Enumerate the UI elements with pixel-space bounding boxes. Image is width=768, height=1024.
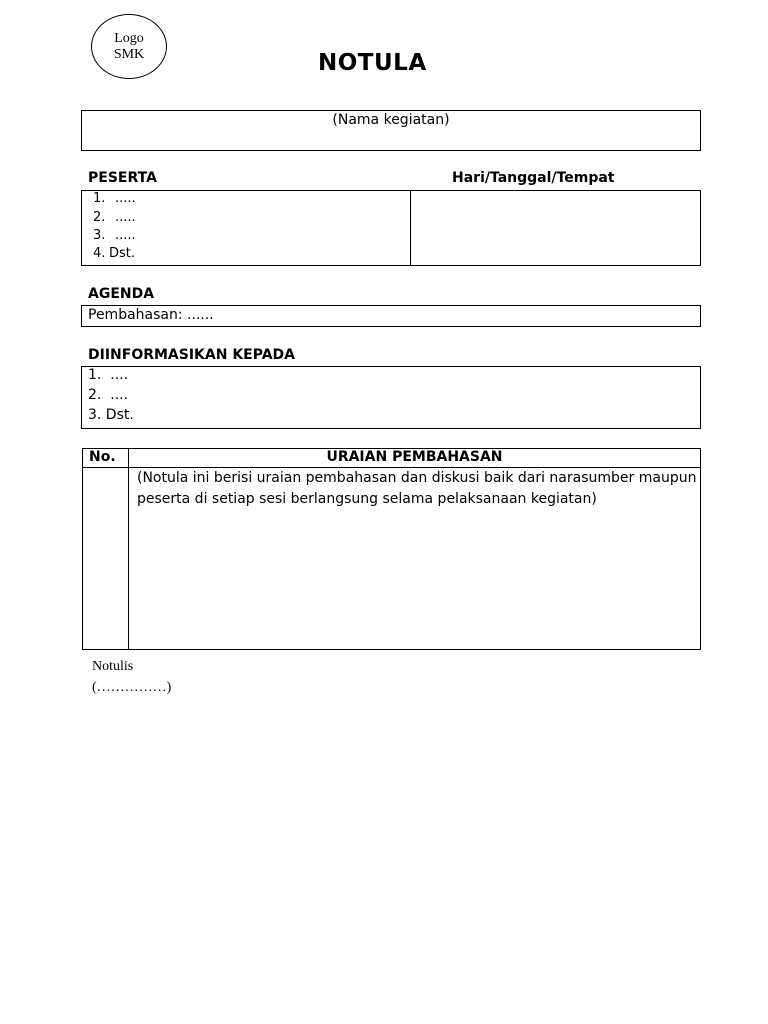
- page-title: NOTULA: [318, 50, 427, 76]
- peserta-item: [93, 210, 136, 225]
- logo-line-2: SMK: [113, 46, 145, 62]
- notulis-signature: (……………): [92, 680, 172, 695]
- diinformasikan-heading: DIINFORMASIKAN KEPADA: [88, 347, 296, 363]
- hari-tanggal-tempat-heading: Hari/Tanggal/Tempat: [452, 170, 615, 186]
- uraian-body-text: (Notula ini berisi uraian pembahasan dan diskusi baik dari narasumber maupun peserta di setiap sesi berlangsung selama pelaksanaan kegiatan): [137, 470, 697, 507]
- no-column-header: No.: [89, 449, 116, 465]
- peserta-heading: PESERTA: [88, 170, 157, 186]
- diinformasikan-item: 3. Dst.: [88, 407, 134, 423]
- peserta-item-number: 3.: [93, 228, 106, 243]
- peserta-item-text: .....: [115, 228, 136, 243]
- logo-placeholder: [91, 14, 167, 79]
- logo-line-1: Logo: [114, 30, 144, 46]
- diinformasikan-item: 1. ....: [88, 367, 129, 383]
- uraian-table: [82, 448, 701, 650]
- agenda-box: [81, 305, 701, 327]
- agenda-heading: AGENDA: [88, 286, 155, 302]
- peserta-item-number: 2.: [93, 210, 106, 225]
- peserta-item-text: .....: [115, 210, 136, 225]
- nama-kegiatan-box: [81, 110, 701, 151]
- peserta-table: [81, 190, 701, 266]
- peserta-item: [93, 191, 136, 206]
- uraian-column-header: URAIAN PEMBAHASAN: [326, 449, 503, 465]
- peserta-item: [93, 246, 135, 261]
- peserta-item-text: Dst.: [109, 246, 136, 261]
- diinformasikan-item: 2. ....: [88, 387, 129, 403]
- column-divider: [128, 449, 129, 649]
- agenda-text: Pembahasan: ......: [88, 307, 214, 323]
- peserta-item-text: .....: [115, 191, 136, 206]
- diinformasikan-box: [81, 366, 701, 429]
- notulis-section: [92, 656, 171, 698]
- peserta-item-number: 4.: [93, 246, 106, 261]
- nama-kegiatan-text: (Nama kegiatan): [332, 112, 450, 128]
- peserta-item: [93, 228, 136, 243]
- column-divider: [410, 191, 411, 265]
- peserta-item-number: 1.: [93, 191, 106, 206]
- notulis-label: Notulis: [92, 659, 134, 674]
